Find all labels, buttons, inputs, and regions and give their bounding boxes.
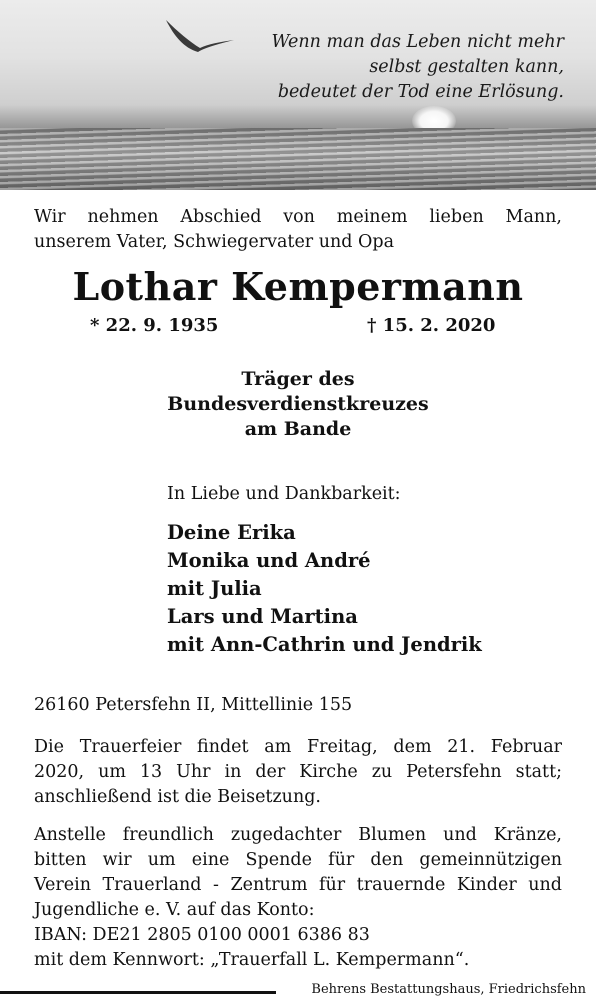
donation-line: bitten wir um eine Spende für den gemeinnützigen <box>34 850 562 870</box>
donation-line: mit dem Kennwort: „Trauerfall L. Kempermann“. <box>34 950 470 970</box>
honor-line: Bundesverdienstkreuzes <box>167 393 429 415</box>
mourner-name: Monika und André <box>167 549 371 572</box>
donation-line: Verein Trauerland - Zentrum für trauernde Kinder und <box>34 875 562 895</box>
honor-line: am Bande <box>244 418 352 440</box>
funeral-line: 2020, um 13 Uhr in der Kirche zu Petersfehn statt; <box>34 762 562 782</box>
funeral-info <box>34 735 562 810</box>
mourners-list <box>167 519 482 659</box>
funeral-home-credit: Behrens Bestattungshaus, Friedrichsfehn <box>311 982 586 997</box>
seagull-icon <box>164 18 236 62</box>
funeral-line: anschließend ist die Beisetzung. <box>34 787 321 807</box>
mourner-name: Lars und Martina <box>167 605 358 628</box>
donation-line: Anstelle freundlich zugedachter Blumen und Kränze, <box>34 825 562 845</box>
death-date: † 15. 2. 2020 <box>367 315 496 336</box>
funeral-line: Die Trauerfeier findet am Freitag, dem 21. Februar <box>34 737 562 757</box>
dedication-text: In Liebe und Dankbarkeit: <box>167 484 401 504</box>
footer-rule <box>0 991 276 994</box>
mourner-name: mit Ann-Cathrin und Jendrik <box>167 633 482 656</box>
quote-line: selbst gestalten kann, <box>369 57 564 77</box>
quote-line: Wenn man das Leben nicht mehr <box>271 32 564 52</box>
honor-text <box>0 367 596 442</box>
mourner-name: Deine Erika <box>167 521 296 544</box>
sea-waves <box>0 128 596 190</box>
honor-line: Träger des <box>241 368 355 390</box>
family-address: 26160 Petersfehn II, Mittellinie 155 <box>34 695 353 715</box>
intro-line: unserem Vater, Schwiegervater und Opa <box>34 232 395 252</box>
mourner-name: mit Julia <box>167 577 262 600</box>
donation-info <box>34 823 562 973</box>
donation-line: Jugendliche e. V. auf das Konto: <box>34 900 315 920</box>
memorial-quote <box>271 30 564 105</box>
intro-text <box>34 205 562 255</box>
intro-line: Wir nehmen Abschied von meinem lieben Mann, <box>34 207 562 227</box>
quote-line: bedeutet der Tod eine Erlösung. <box>277 82 564 102</box>
deceased-name: Lothar Kempermann <box>72 264 524 309</box>
birth-date: * 22. 9. 1935 <box>90 315 219 336</box>
seascape-header-image <box>0 0 596 190</box>
iban-line: IBAN: DE21 2805 0100 0001 6386 83 <box>34 925 370 945</box>
